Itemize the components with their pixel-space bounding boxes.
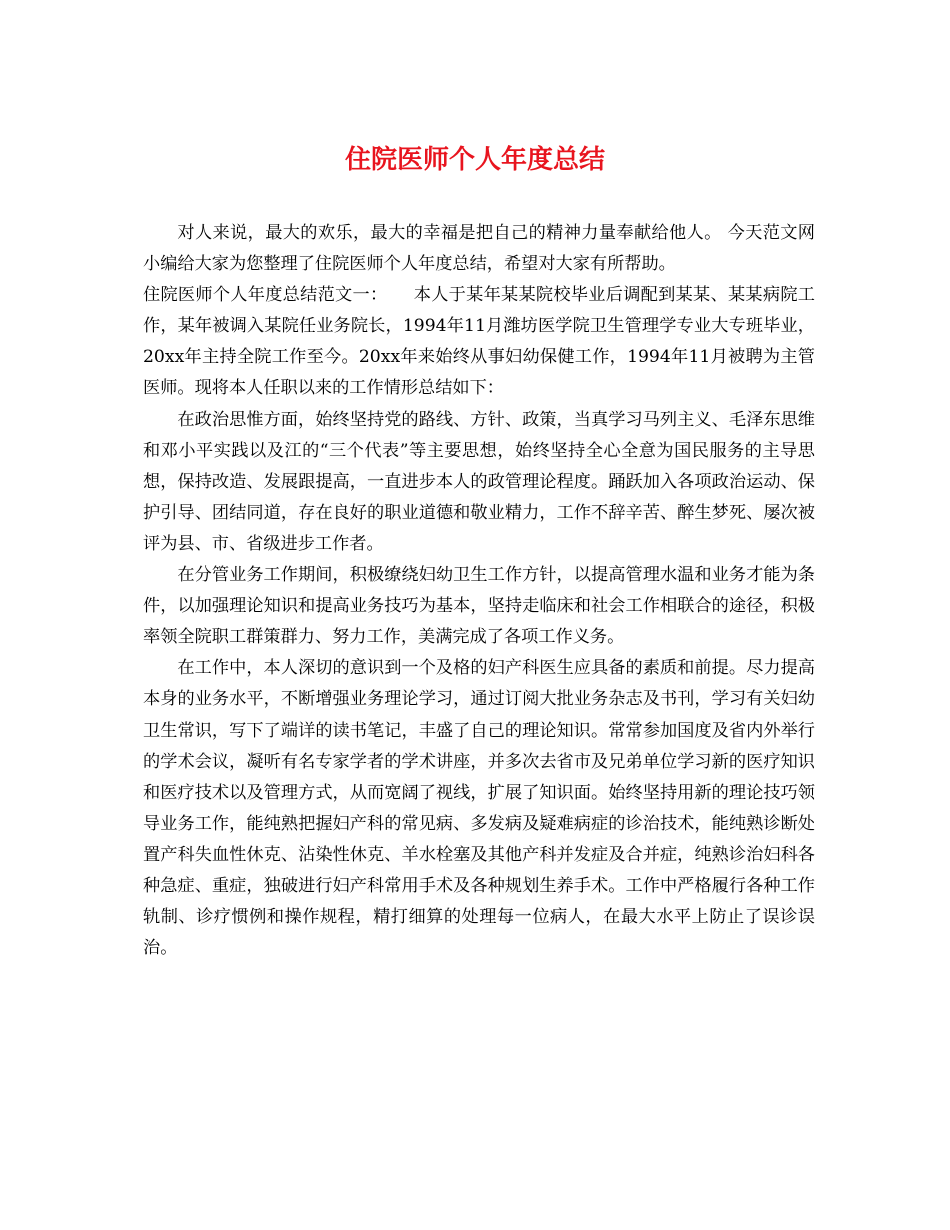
- paragraph-intro: 对人来说，最大的欢乐，最大的幸福是把自己的精神力量奉献给他人。 今天范文网小编给大家为您整理了住院医师个人年度总结，希望对大家有所帮助。: [143, 223, 815, 275]
- paragraph-sample-one: 住院医师个人年度总结范文一： 本人于某年某某院校毕业后调配到某某、某某病院工作，某年被调入某院任业务院长，1994年11月潍坊医学院卫生管理学专业大专班毕业，20xx年主持全院工作至今。20xx年来始终从事妇幼保健工作，1994年11月被聘为主管医师。现将本人任职以来的工作情形总结如下：: [143, 285, 815, 399]
- document-body: [143, 218, 815, 964]
- document-title: 住院医师个人年度总结: [344, 145, 605, 175]
- paragraph-professional: 在工作中，本人深切的意识到一个及格的妇产科医生应具备的素质和前提。尽力提高本身的业务水平，不断增强业务理论学习，通过订阅大批业务杂志及书刊，学习有关妇幼卫生常识，写下了端详的读书笔记，丰盛了自己的理论知识。常常参加国度及省内外举行的学术会议，凝听有名专家学者的学术讲座，并多次去省市及兄弟单位学习新的医疗知识和医疗技术以及管理方式，从而宽阔了视线，扩展了知识面。始终坚持用新的理论技巧领导业务工作，能纯熟把握妇产科的常见病、多发病及疑难病症的诊治技术，能纯熟诊断处置产科失血性休克、沾染性休克、羊水栓塞及其他产科并发症及合并症，纯熟诊治妇科各种急症、重症，独破进行妇产科常用手术及各种规划生养手术。工作中严格履行各种工作轨制、诊疗惯例和操作规程，精打细算的处理每一位病人，在最大水平上防止了误诊误治。: [143, 658, 815, 959]
- paragraph-political: 在政治思惟方面，始终坚持党的路线、方针、政策，当真学习马列主义、毛泽东思维和邓小平实践以及江的“三个代表”等主要思想，始终坚持全心全意为国民服务的主导思想，保持改造、发展跟提高，一直进步本人的政管理论程度。踊跃加入各项政治运动、保护引导、团结同道，存在良好的职业道德和敬业精力，工作不辞辛苦、醉生梦死、屡次被评为县、市、省级进步工作者。: [143, 409, 815, 554]
- paragraph-management: 在分管业务工作期间，积极缭绕妇幼卫生工作方针，以提高管理水温和业务才能为条件，以加强理论知识和提高业务技巧为基本，坚持走临床和社会工作相联合的途径，积极率领全院职工群策群力、努力工作，美满完成了各项工作义务。: [143, 565, 815, 648]
